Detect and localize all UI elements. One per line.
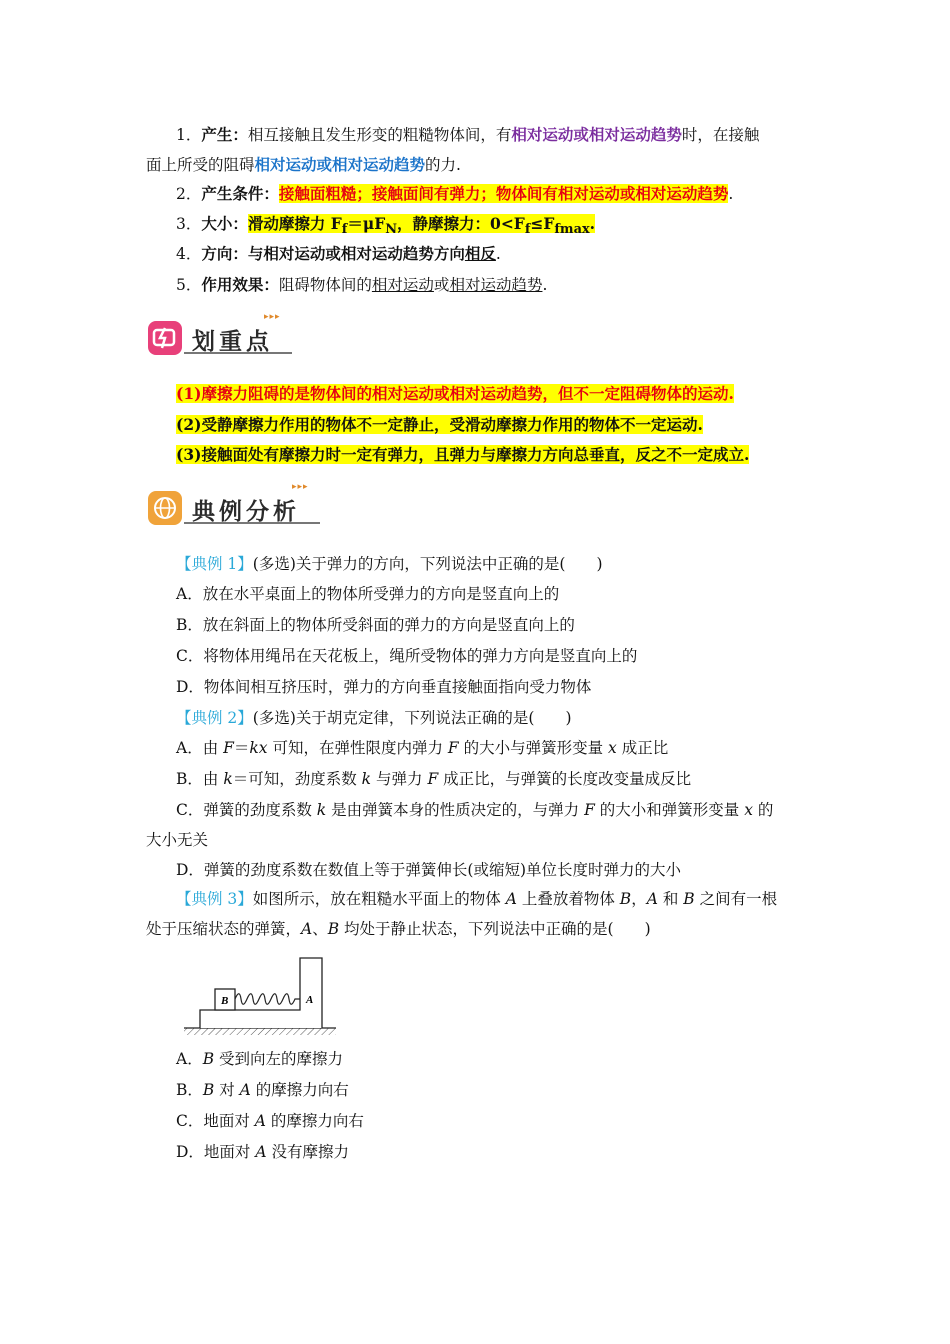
- example-2-option-c-cont: 大小无关: [146, 831, 209, 849]
- example-1-option-c: C．将物体用绳吊在天花板上，绳所受物体的弹力方向是竖直向上的: [176, 647, 638, 665]
- label-block-b: B: [221, 995, 229, 1007]
- example-1-option-b: B．放在斜面上的物体所受斜面的弹力的方向是竖直向上的: [176, 616, 575, 634]
- section-key-points-header: [146, 312, 296, 358]
- globe-icon: [146, 488, 186, 528]
- point-1-cont: 面上所受的阻碍相对运动或相对运动趋势的力.: [146, 155, 461, 174]
- arrow-dots-icon: ▸▸▸: [264, 312, 281, 322]
- point-5: 5．作用效果：阻碍物体间的相对运动或相对运动趋势.: [176, 275, 548, 294]
- key-point-2: (2)受静摩擦力作用的物体不一定静止，受滑动摩擦力作用的物体不一定运动.: [176, 415, 703, 434]
- example-2-option-b: B．由 k＝可知，劲度系数 k 与弹力 F 成正比，与弹簧的长度改变量成反比: [176, 770, 692, 788]
- example-1-option-d: D．物体间相互挤压时，弹力的方向垂直接触面指向受力物体: [176, 678, 592, 696]
- example-3-option-d: D．地面对 A 没有摩擦力: [176, 1143, 349, 1161]
- point-4: 4．方向：与相对运动或相对运动趋势方向相反.: [176, 244, 501, 263]
- example-2-stem: 【典例 2】(多选)关于胡克定律，下列说法正确的是( ): [176, 709, 572, 727]
- label-block-a: A: [306, 994, 314, 1006]
- key-point-3: (3)接触面处有摩擦力时一定有弹力，且弹力与摩擦力方向总垂直，反之不一定成立.: [176, 445, 750, 464]
- arrow-dots-icon: ▸▸▸: [292, 482, 309, 492]
- example-3-option-a: A．B 受到向左的摩擦力: [176, 1050, 344, 1068]
- example-3-option-c: C．地面对 A 的摩擦力向右: [176, 1112, 364, 1130]
- section-title: 划重点: [192, 329, 273, 355]
- point-3: 3．大小：滑动摩擦力 $F_f=\mu F_N$，静摩擦力：$0<F_f\le F_{fmax}$.: [176, 214, 596, 238]
- example-1-stem: 【典例 1】(多选)关于弹力的方向，下列说法中正确的是( ): [176, 555, 603, 573]
- point-1: 1．产生：相互接触且发生形变的粗糙物体间，有相对运动或相对运动趋势时，在接触: [176, 125, 760, 144]
- compressed-spring: [235, 994, 300, 1005]
- example-2-option-c: C．弹簧的劲度系数 k 是由弹簧本身的性质决定的，与弹力 F 的大小和弹簧形变量 x 的: [176, 801, 774, 819]
- example-3-option-b: B．B 对 A 的摩擦力向右: [176, 1081, 349, 1099]
- example-3-stem: 【典例 3】如图所示，放在粗糙水平面上的物体 A 上叠放着物体 B，A 和 B 之间有一根: [176, 890, 778, 908]
- section-title: 典例分析: [192, 499, 300, 525]
- example-2-option-a: A．由 F＝kx 可知，在弹性限度内弹力 F 的大小与弹簧形变量 x 成正比: [176, 739, 669, 757]
- section-examples-header: [146, 482, 326, 528]
- point-2: 2．产生条件：接触面粗糙；接触面间有弹力；物体间有相对运动或相对运动趋势.: [176, 184, 734, 203]
- example-3-stem-cont: 处于压缩状态的弹簧，A、B 均处于静止状态，下列说法中正确的是( ): [146, 920, 651, 938]
- example-1-option-a: A．放在水平桌面上的物体所受弹力的方向是竖直向上的: [176, 585, 560, 603]
- example-2-option-d: D．弹簧的劲度系数在数值上等于弹簧伸长(或缩短)单位长度时弹力的大小: [176, 861, 682, 879]
- spring-blocks-figure: [180, 950, 340, 1040]
- ground-hatching: [184, 1028, 336, 1035]
- key-point-1: (1)摩擦力阻碍的是物体间的相对运动或相对运动趋势，但不一定阻碍物体的运动.: [176, 384, 734, 403]
- lightning-icon: [146, 318, 186, 358]
